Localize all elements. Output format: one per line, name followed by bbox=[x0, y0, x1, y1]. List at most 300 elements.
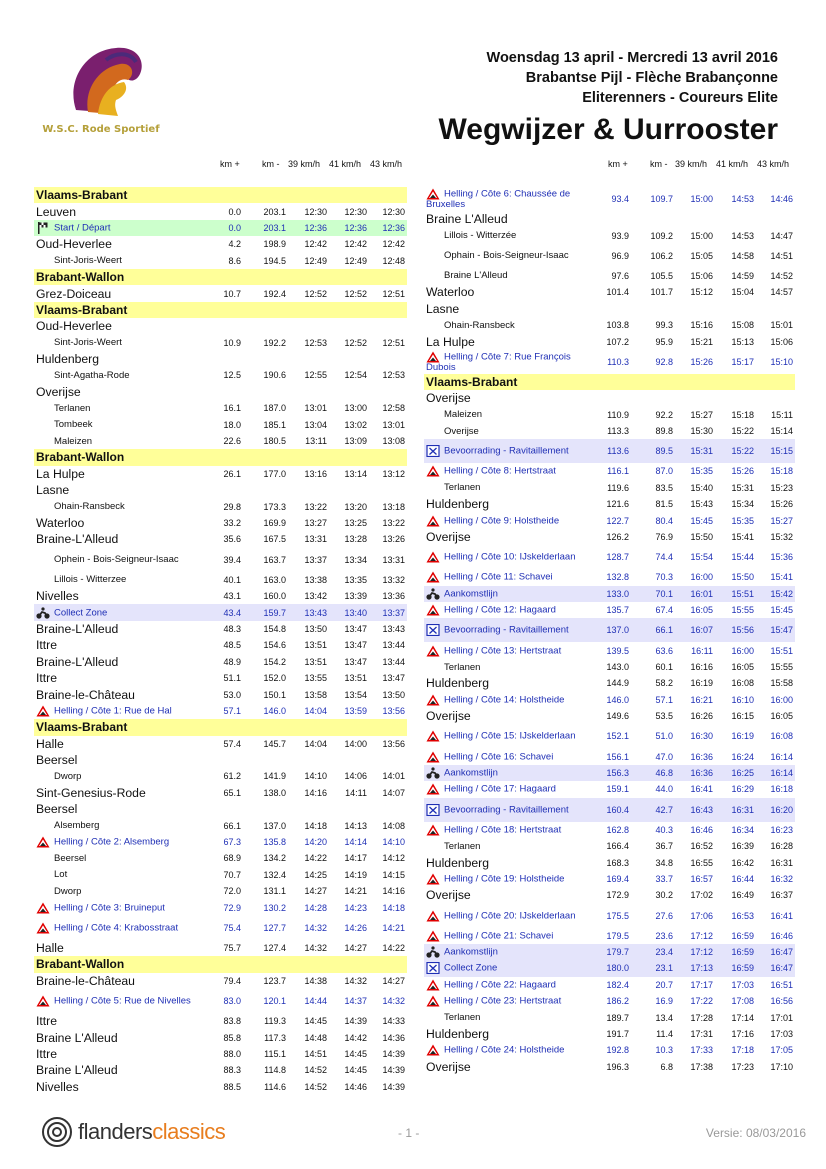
time-41-cell: 15:26 bbox=[731, 466, 754, 477]
km-plus-cell: 156.1 bbox=[606, 751, 629, 762]
route-row bbox=[424, 586, 795, 602]
km-plus-cell: 119.6 bbox=[607, 482, 629, 493]
time-41-cell: 16:10 bbox=[731, 694, 754, 705]
route-row bbox=[34, 989, 407, 1013]
col-km-plus: km + bbox=[608, 159, 628, 169]
time-41-cell: 14:53 bbox=[731, 194, 754, 204]
time-43-cell: 15:32 bbox=[770, 532, 793, 543]
location-name: Braine-L'Alleud bbox=[36, 654, 119, 669]
time-41-cell: 14:19 bbox=[344, 869, 367, 880]
time-41-cell bbox=[715, 390, 756, 406]
time-43-cell: 15:47 bbox=[756, 618, 795, 642]
time-43-cell: 14:16 bbox=[382, 886, 405, 897]
time-41-cell bbox=[329, 719, 369, 735]
time-41-cell: 14:21 bbox=[344, 886, 367, 897]
km-plus-cell: 160.4 bbox=[602, 798, 631, 822]
km-plus-cell: 96.9 bbox=[611, 250, 629, 261]
location-cell bbox=[424, 317, 602, 333]
km-plus-cell: 166.4 bbox=[606, 841, 629, 852]
time-39-cell bbox=[675, 301, 715, 317]
km-plus-cell bbox=[602, 301, 631, 317]
km-minus-cell: 70.1 bbox=[631, 586, 675, 602]
location-name: Vlaams-Brabant bbox=[36, 188, 128, 203]
km-minus-cell: 11.4 bbox=[656, 1029, 673, 1040]
location-cell bbox=[424, 602, 602, 618]
route-row bbox=[424, 333, 795, 349]
location-name: Brabant-Wallon bbox=[36, 957, 125, 972]
km-minus-cell: 36.7 bbox=[655, 841, 673, 852]
header-category: Eliterenners - Coureurs Elite bbox=[582, 90, 778, 106]
km-minus-cell: 23.1 bbox=[631, 960, 675, 976]
km-plus-cell: 88.5 bbox=[223, 1081, 241, 1092]
feed-zone-icon bbox=[426, 962, 440, 974]
location-cell bbox=[34, 801, 212, 817]
climb-warning-icon bbox=[426, 465, 440, 477]
location-cell bbox=[34, 1062, 212, 1078]
time-41-cell: 15:55 bbox=[731, 605, 754, 616]
cyclist-icon bbox=[426, 767, 440, 779]
time-43-cell bbox=[756, 211, 795, 227]
time-39-cell: 16:43 bbox=[675, 798, 715, 822]
location-name: Ohain-Ransbeck bbox=[444, 319, 515, 331]
time-39-cell: 16:11 bbox=[691, 645, 713, 656]
route-row bbox=[34, 834, 407, 850]
time-41-cell: 13:47 bbox=[344, 640, 367, 651]
time-41-cell: 16:34 bbox=[731, 824, 754, 835]
time-43-cell bbox=[369, 351, 407, 367]
km-minus-cell: 106.2 bbox=[650, 250, 673, 261]
location-name: Overijse bbox=[426, 709, 471, 724]
route-row bbox=[424, 1059, 795, 1075]
route-row bbox=[34, 899, 407, 915]
location-name: Sint-Agatha-Rode bbox=[54, 369, 130, 381]
time-39-cell: 14:28 bbox=[304, 902, 327, 913]
km-minus-cell: 187.0 bbox=[263, 403, 286, 414]
location-cell bbox=[34, 285, 212, 301]
route-row bbox=[424, 545, 795, 569]
km-minus-cell bbox=[243, 269, 288, 285]
location-name: Terlanen bbox=[444, 482, 481, 494]
km-plus-cell bbox=[212, 449, 243, 465]
time-43-cell: 17:01 bbox=[770, 1012, 793, 1023]
location-name: Braine-L'Alleud bbox=[36, 532, 119, 547]
location-cell bbox=[424, 244, 602, 268]
route-row bbox=[34, 384, 407, 400]
time-39-cell bbox=[288, 956, 329, 972]
km-minus-cell: 114.8 bbox=[264, 1065, 286, 1076]
region-row bbox=[34, 302, 407, 318]
location-cell bbox=[34, 302, 212, 318]
time-39-cell: 15:00 bbox=[690, 230, 713, 241]
route-row bbox=[424, 512, 795, 528]
location-name: Braine L'Alleud bbox=[444, 270, 508, 282]
location-name: Terlanen bbox=[444, 840, 481, 852]
time-39-cell: 16:01 bbox=[675, 586, 715, 602]
location-name: Dworp bbox=[54, 885, 82, 897]
km-minus-cell: 87.0 bbox=[655, 466, 673, 477]
location-cell bbox=[34, 220, 212, 236]
km-plus-cell: 144.9 bbox=[606, 678, 629, 689]
time-41-cell: 12:42 bbox=[344, 239, 367, 250]
time-43-cell: 13:56 bbox=[382, 738, 405, 749]
km-plus-cell: 135.7 bbox=[606, 605, 629, 616]
location-cell bbox=[424, 838, 602, 854]
location-name: Aankomstlijn bbox=[444, 946, 498, 958]
time-41-cell bbox=[329, 384, 369, 400]
km-plus-cell: 116.1 bbox=[607, 466, 629, 477]
time-43-cell: 14:10 bbox=[382, 837, 405, 848]
km-minus-cell: 60.1 bbox=[655, 662, 673, 672]
location-name: Helling / Côte 11: Schavei bbox=[444, 571, 553, 583]
time-43-cell: 16:28 bbox=[770, 841, 793, 852]
climb-warning-icon bbox=[36, 902, 50, 914]
km-minus-cell: 42.7 bbox=[631, 798, 675, 822]
km-plus-cell: 93.4 bbox=[611, 194, 629, 204]
time-41-cell: 15:31 bbox=[731, 482, 754, 493]
location-name: Bevoorrading - Ravitaillement bbox=[444, 804, 569, 816]
time-41-cell bbox=[329, 302, 369, 318]
time-43-cell: 12:58 bbox=[382, 403, 405, 414]
time-39-cell: 17:06 bbox=[690, 910, 713, 921]
km-plus-cell bbox=[212, 719, 243, 735]
route-row bbox=[34, 531, 407, 547]
km-plus-cell bbox=[212, 384, 243, 400]
time-43-cell bbox=[369, 482, 407, 498]
km-plus-cell: 0.0 bbox=[228, 206, 241, 217]
route-row bbox=[424, 887, 795, 903]
route-row bbox=[34, 817, 407, 833]
km-minus-cell: 27.6 bbox=[655, 910, 673, 921]
km-plus-cell: 93.9 bbox=[611, 230, 629, 241]
route-row bbox=[34, 621, 407, 637]
location-name: Ophain - Bois-Seigneur-Isaac bbox=[444, 249, 569, 261]
time-41-cell: 16:42 bbox=[731, 857, 754, 868]
route-row bbox=[34, 515, 407, 531]
time-39-cell: 14:45 bbox=[304, 1016, 327, 1027]
time-43-cell: 16:20 bbox=[756, 798, 795, 822]
km-plus-cell bbox=[212, 482, 243, 498]
km-plus-cell: 179.7 bbox=[602, 944, 631, 960]
time-39-cell: 13:42 bbox=[304, 591, 327, 602]
route-row bbox=[34, 801, 407, 817]
route-row bbox=[424, 977, 795, 993]
location-name: Sint-Joris-Weert bbox=[54, 337, 122, 349]
region-row bbox=[34, 719, 407, 735]
time-41-cell bbox=[329, 318, 369, 334]
time-39-cell bbox=[288, 719, 329, 735]
location-name: Helling / Côte 20: IJskelderlaan bbox=[444, 910, 576, 922]
climb-warning-icon bbox=[36, 922, 50, 934]
location-cell bbox=[424, 333, 602, 349]
km-plus-cell: 97.6 bbox=[611, 270, 629, 281]
km-minus-cell: 99.3 bbox=[655, 320, 673, 331]
region-row bbox=[424, 374, 795, 390]
km-minus-cell bbox=[243, 752, 288, 768]
location-name: Aankomstlijn bbox=[444, 588, 498, 600]
time-43-cell: 13:50 bbox=[382, 689, 405, 700]
cyclist-icon bbox=[426, 946, 440, 958]
km-minus-cell: 135.8 bbox=[263, 837, 286, 848]
time-41-cell: 15:04 bbox=[731, 287, 754, 298]
route-row bbox=[424, 284, 795, 300]
route-row bbox=[424, 439, 795, 463]
time-41-cell: 13:54 bbox=[344, 689, 367, 700]
location-name: Overijse bbox=[426, 530, 471, 545]
location-name: Helling / Côte 15: IJskelderlaan bbox=[444, 730, 576, 742]
time-41-cell bbox=[715, 374, 756, 390]
location-cell bbox=[34, 973, 212, 989]
km-plus-cell bbox=[212, 269, 243, 285]
page-number: - 1 - bbox=[398, 1126, 420, 1140]
location-name: Oud-Heverlee bbox=[36, 319, 112, 334]
location-name: Helling / Côte 16: Schavei bbox=[444, 751, 554, 763]
time-39-cell: 13:01 bbox=[304, 403, 327, 414]
km-plus-cell: 133.0 bbox=[602, 586, 631, 602]
location-name: Waterloo bbox=[426, 285, 475, 300]
climb-warning-icon bbox=[426, 730, 440, 742]
km-minus-cell: 13.4 bbox=[655, 1012, 673, 1023]
location-name: Helling / Côte 12: Hagaard bbox=[444, 604, 556, 616]
time-39-cell: 16:05 bbox=[690, 605, 713, 616]
time-39-cell: 17:28 bbox=[690, 1012, 713, 1023]
location-name: Terlanen bbox=[444, 1012, 481, 1024]
time-39-cell: 14:52 bbox=[304, 1081, 327, 1092]
location-cell bbox=[34, 400, 212, 416]
route-row bbox=[34, 482, 407, 498]
start-flag-icon bbox=[36, 222, 50, 234]
time-39-cell: 14:48 bbox=[304, 1032, 327, 1043]
time-41-cell: 14:11 bbox=[345, 787, 367, 798]
route-row bbox=[424, 618, 795, 642]
time-41-cell: 17:03 bbox=[731, 979, 754, 990]
location-cell bbox=[424, 529, 602, 545]
time-43-cell: 14:22 bbox=[382, 942, 405, 953]
climb-warning-icon bbox=[426, 515, 440, 527]
route-row bbox=[424, 642, 795, 658]
km-minus-cell: 76.9 bbox=[655, 532, 673, 543]
km-plus-cell: 122.7 bbox=[606, 515, 629, 526]
km-plus-cell: 149.6 bbox=[606, 711, 629, 722]
location-name: Helling / Côte 2: Alsemberg bbox=[54, 836, 170, 848]
time-41-cell bbox=[329, 269, 369, 285]
location-name: Terlanen bbox=[54, 402, 91, 414]
time-41-cell: 13:40 bbox=[329, 604, 369, 620]
location-cell bbox=[424, 822, 602, 838]
time-43-cell: 15:11 bbox=[771, 409, 793, 420]
club-logo-text: W.S.C. Rode Sportief bbox=[42, 124, 160, 135]
time-39-cell: 16:52 bbox=[690, 841, 713, 852]
time-41-cell: 12:52 bbox=[344, 337, 367, 348]
km-minus-cell: 119.3 bbox=[264, 1016, 286, 1027]
location-cell bbox=[34, 253, 212, 269]
location-cell bbox=[34, 466, 212, 482]
location-cell bbox=[424, 1009, 602, 1025]
route-row bbox=[34, 883, 407, 899]
col-43: 43 km/h bbox=[757, 159, 790, 169]
km-minus-cell: 101.7 bbox=[650, 287, 673, 298]
time-43-cell: 14:18 bbox=[382, 902, 405, 913]
km-plus-cell: 43.4 bbox=[212, 604, 243, 620]
km-minus-cell: 74.4 bbox=[655, 552, 673, 563]
km-plus-cell: 110.3 bbox=[607, 356, 629, 367]
km-minus-cell: 51.0 bbox=[655, 731, 673, 742]
time-41-cell: 14:13 bbox=[344, 820, 367, 831]
route-row bbox=[424, 350, 795, 374]
location-name: Helling / Côte 8: Hertstraat bbox=[444, 466, 556, 477]
location-name: Helling / Côte 4: Krabosstraat bbox=[54, 922, 179, 934]
time-43-cell: 16:00 bbox=[770, 694, 793, 705]
km-plus-cell: 43.1 bbox=[223, 591, 241, 602]
km-plus-cell: 121.6 bbox=[606, 499, 629, 510]
climb-warning-icon bbox=[426, 995, 440, 1007]
km-minus-cell: 95.9 bbox=[655, 336, 673, 347]
location-name: Beersel bbox=[54, 852, 87, 864]
km-minus-cell: 23.4 bbox=[631, 944, 675, 960]
time-43-cell: 16:41 bbox=[770, 910, 793, 921]
col-km-minus: km - bbox=[262, 159, 280, 169]
cyclist-icon bbox=[36, 607, 50, 619]
time-39-cell: 17:33 bbox=[690, 1045, 713, 1056]
feed-zone-icon bbox=[426, 804, 440, 816]
km-plus-cell: 113.3 bbox=[607, 426, 629, 437]
km-minus-cell: 89.8 bbox=[655, 426, 673, 437]
km-minus-cell: 120.1 bbox=[263, 995, 286, 1006]
km-plus-cell: 68.9 bbox=[223, 853, 241, 864]
time-39-cell: 16:41 bbox=[690, 784, 713, 795]
time-41-cell: 16:31 bbox=[715, 798, 756, 822]
km-plus-cell: 126.2 bbox=[606, 532, 629, 543]
time-41-cell bbox=[715, 211, 756, 227]
km-plus-cell: 146.0 bbox=[606, 694, 629, 705]
km-minus-cell bbox=[243, 351, 288, 367]
km-plus-cell: 67.3 bbox=[223, 837, 241, 848]
feed-zone-icon bbox=[426, 624, 440, 636]
location-name: Helling / Côte 22: Hagaard bbox=[444, 979, 556, 991]
route-row bbox=[424, 904, 795, 928]
location-name: Beersel bbox=[36, 802, 78, 817]
time-39-cell: 14:25 bbox=[304, 869, 327, 880]
time-43-cell: 15:15 bbox=[756, 439, 795, 463]
time-39-cell bbox=[288, 269, 329, 285]
time-43-cell: 16:46 bbox=[770, 930, 793, 941]
time-43-cell: 14:15 bbox=[382, 869, 405, 880]
location-cell bbox=[424, 187, 602, 211]
time-39-cell: 17:38 bbox=[690, 1061, 713, 1072]
time-39-cell: 15:45 bbox=[690, 515, 713, 526]
time-41-cell: 14:26 bbox=[344, 922, 367, 933]
km-plus-cell: 186.2 bbox=[606, 996, 629, 1007]
time-41-cell: 15:22 bbox=[715, 439, 756, 463]
location-cell bbox=[34, 433, 212, 449]
route-row bbox=[424, 692, 795, 708]
location-cell bbox=[424, 748, 602, 764]
km-plus-cell: 152.1 bbox=[606, 731, 629, 742]
km-minus-cell: 145.7 bbox=[263, 738, 286, 749]
time-39-cell: 15:27 bbox=[690, 409, 713, 420]
location-name: Lillois - Witterzée bbox=[444, 230, 517, 242]
km-minus-cell: 44.0 bbox=[655, 784, 673, 795]
km-minus-cell: 146.0 bbox=[263, 705, 286, 716]
km-minus-cell: 198.9 bbox=[263, 239, 286, 250]
route-row bbox=[424, 838, 795, 854]
time-41-cell: 14:32 bbox=[344, 975, 367, 986]
location-name: Braine-L'Alleud bbox=[36, 621, 119, 636]
location-cell bbox=[34, 318, 212, 334]
time-41-cell: 13:09 bbox=[344, 436, 367, 447]
location-name: Sint-Genesius-Rode bbox=[36, 785, 146, 800]
km-plus-cell: 48.9 bbox=[223, 656, 241, 667]
time-41-cell: 13:47 bbox=[344, 623, 367, 634]
time-41-cell: 12:54 bbox=[344, 370, 367, 381]
time-41-cell: 14:45 bbox=[344, 1048, 367, 1059]
time-43-cell: 12:48 bbox=[382, 255, 405, 266]
time-39-cell: 16:16 bbox=[690, 662, 713, 672]
km-plus-cell bbox=[212, 302, 243, 318]
km-plus-cell: 22.6 bbox=[223, 436, 241, 447]
climb-warning-icon bbox=[426, 824, 440, 836]
km-plus-cell: 72.9 bbox=[223, 902, 241, 913]
location-cell bbox=[34, 989, 212, 1013]
cyclist-icon bbox=[426, 588, 440, 600]
location-cell bbox=[34, 449, 212, 465]
route-row bbox=[34, 752, 407, 768]
route-row bbox=[34, 588, 407, 604]
km-plus-cell: 162.8 bbox=[606, 824, 629, 835]
time-39-cell: 15:05 bbox=[690, 250, 713, 261]
km-minus-cell: 109.2 bbox=[650, 230, 673, 241]
time-43-cell bbox=[756, 374, 795, 390]
km-minus-cell: 114.6 bbox=[264, 1081, 286, 1092]
time-41-cell: 15:18 bbox=[731, 409, 754, 420]
time-43-cell: 16:37 bbox=[770, 890, 793, 901]
region-row bbox=[34, 187, 407, 203]
climb-warning-icon bbox=[426, 1044, 440, 1056]
time-41-cell bbox=[715, 301, 756, 317]
route-row bbox=[424, 407, 795, 423]
location-cell bbox=[34, 1029, 212, 1045]
location-cell bbox=[424, 871, 602, 887]
time-43-cell: 14:47 bbox=[770, 230, 793, 241]
time-39-cell: 13:22 bbox=[304, 501, 327, 512]
location-cell bbox=[424, 781, 602, 797]
location-name: Lot bbox=[54, 869, 68, 881]
climb-warning-icon bbox=[36, 836, 50, 848]
time-41-cell: 13:00 bbox=[344, 403, 367, 414]
km-plus-cell: 182.4 bbox=[606, 979, 629, 990]
km-minus-cell: 115.1 bbox=[264, 1048, 286, 1059]
route-row bbox=[34, 1062, 407, 1078]
time-41-cell: 14:53 bbox=[731, 230, 754, 241]
km-plus-cell: 128.7 bbox=[606, 552, 629, 563]
km-minus-cell: 154.6 bbox=[263, 640, 286, 651]
route-row bbox=[424, 944, 795, 960]
time-43-cell: 13:08 bbox=[382, 436, 405, 447]
time-43-cell: 13:43 bbox=[382, 623, 405, 634]
km-plus-cell: 175.5 bbox=[606, 910, 629, 921]
location-cell bbox=[424, 350, 602, 374]
time-41-cell: 16:15 bbox=[731, 711, 754, 722]
location-name: Braine-le-Château bbox=[36, 973, 135, 988]
time-41-cell: 15:34 bbox=[731, 499, 754, 510]
time-43-cell: 13:44 bbox=[382, 640, 405, 651]
time-43-cell: 13:18 bbox=[382, 501, 405, 512]
km-plus-cell: 33.2 bbox=[223, 518, 241, 528]
location-name: Helling / Côte 1: Rue de Hal bbox=[54, 705, 172, 717]
location-name: Lasne bbox=[426, 301, 460, 316]
km-minus-cell: 6.8 bbox=[660, 1061, 673, 1072]
location-cell bbox=[34, 335, 212, 351]
location-name: Helling / Côte 18: Hertstraat bbox=[444, 824, 562, 836]
